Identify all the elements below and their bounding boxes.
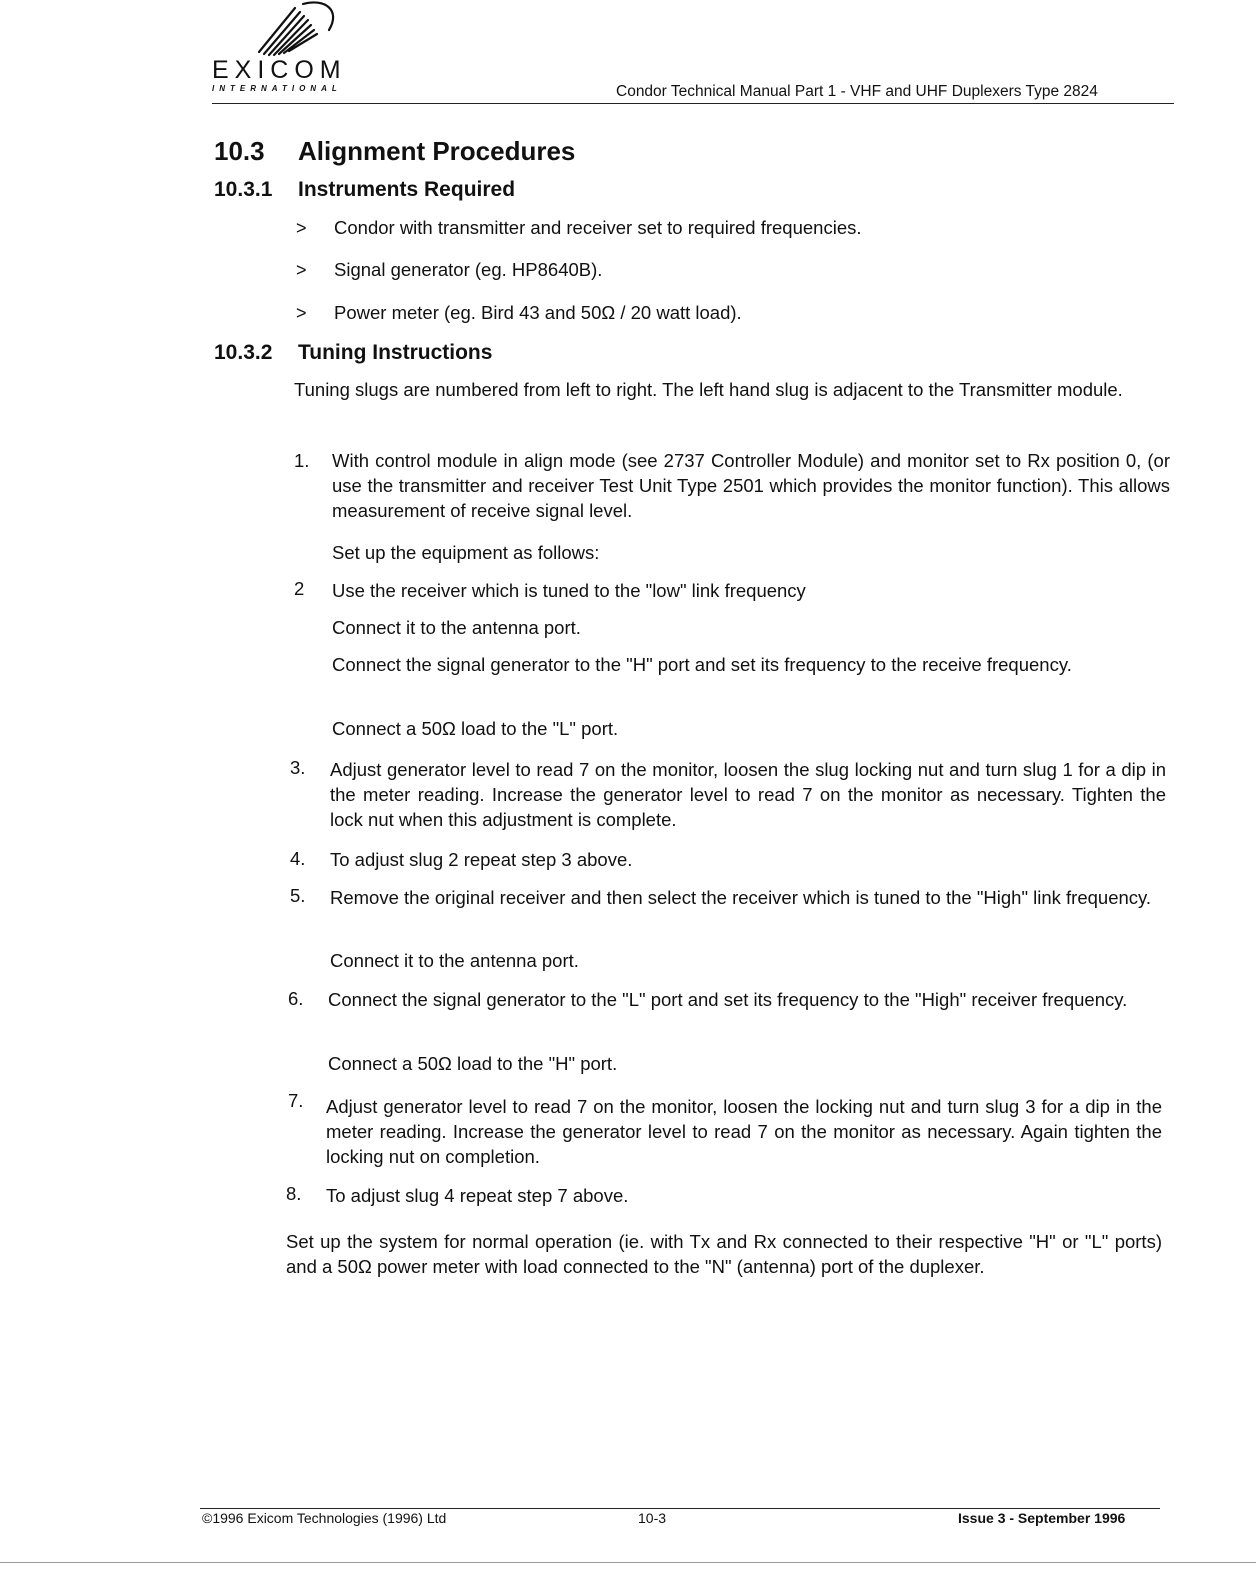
step-text: With control module in align mode (see 2737 Controller Module) and monitor set to Rx position 0, (or use the transmitter and receiver Test Unit Type 2501 which provides the monitor function). This allows measurement of receive signal level. — [332, 450, 1170, 521]
step-note: Connect a 50Ω load to the "L" port. — [332, 718, 619, 739]
step-number: 3. — [290, 757, 306, 778]
footer-page-number: 10-3 — [638, 1510, 667, 1526]
tuning-intro-paragraph: Tuning slugs are numbered from left to right. The left hand slug is adjacent to the Transmitter module. — [294, 379, 1123, 400]
scan-edge-line — [0, 1562, 1256, 1563]
bullet-marker: > — [296, 303, 307, 323]
step-text: Connect the signal generator to the "L" port and set its frequency to the "High" receiver frequency. — [328, 989, 1128, 1010]
step-note: Connect the signal generator to the "H" port and set its frequency to the receive frequency. — [332, 654, 1072, 675]
section-heading — [214, 136, 575, 167]
subsection-number: 10.3.1 — [214, 178, 273, 201]
exicom-logo-icon — [255, 0, 345, 62]
step-note: Connect it to the antenna port. — [332, 617, 581, 638]
bullet-text: Condor with transmitter and receiver set to required frequencies. — [334, 217, 862, 238]
bullet-marker: > — [296, 260, 307, 280]
header-rule — [212, 103, 1174, 104]
step-text: To adjust slug 4 repeat step 7 above. — [326, 1185, 629, 1206]
brand-subtitle: INTERNATIONAL — [212, 84, 342, 93]
step-text: To adjust slug 2 repeat step 3 above. — [330, 849, 633, 870]
subsection-heading-tuning — [214, 341, 492, 365]
section-title: Alignment Procedures — [298, 136, 576, 166]
step-number: 7. — [288, 1090, 304, 1111]
bullet-text: Signal generator (eg. HP8640B). — [334, 259, 603, 280]
step-number: 4. — [290, 848, 306, 869]
section-number: 10.3 — [214, 136, 265, 166]
step-number: 1. — [294, 450, 310, 471]
step-note: Connect a 50Ω load to the "H" port. — [328, 1053, 618, 1074]
brand-name: EXICOM — [212, 56, 347, 84]
step-note: Connect it to the antenna port. — [330, 950, 579, 971]
header-title: Condor Technical Manual Part 1 - VHF and UHF Duplexers Type 2824 — [616, 83, 1098, 100]
step-number: 2 — [294, 578, 305, 599]
closing-paragraph: Set up the system for normal operation (ie. with Tx and Rx connected to their respective "H" or "L" ports) and a 50Ω power meter with load connected to the "N" (antenna) port of the duplexer. — [286, 1231, 1162, 1277]
bullet-item — [296, 215, 862, 241]
footer-copyright: ©1996 Exicom Technologies (1996) Ltd — [202, 1510, 447, 1526]
bullet-item — [296, 300, 742, 326]
bullet-text: Power meter (eg. Bird 43 and 50Ω / 20 watt load). — [334, 302, 742, 323]
step-note: Set up the equipment as follows: — [332, 542, 600, 563]
step-text: Adjust generator level to read 7 on the monitor, loosen the slug locking nut and turn slug 1 for a dip in the meter reading. Increase the generator level to read 7 on the monitor as necessary. Tighten the lock nut when this adjustment is complete. — [330, 759, 1166, 830]
footer-rule — [200, 1508, 1160, 1509]
bullet-marker: > — [296, 218, 307, 238]
subsection-title: Instruments Required — [298, 178, 516, 201]
step-text: Adjust generator level to read 7 on the monitor, loosen the locking nut and turn slug 3 for a dip in the meter reading. Increase the generator level to read 7 on the monitor as necessary. Again tighten the locking nut on completion. — [326, 1096, 1162, 1167]
subsection-number: 10.3.2 — [214, 341, 273, 364]
step-number: 8. — [286, 1183, 302, 1204]
footer-issue: Issue 3 - September 1996 — [958, 1510, 1126, 1526]
subsection-title: Tuning Instructions — [298, 341, 493, 364]
bullet-item — [296, 257, 602, 283]
step-text: Remove the original receiver and then select the receiver which is tuned to the "High" link frequency. — [330, 887, 1152, 908]
subsection-heading-instruments — [214, 178, 515, 202]
step-number: 6. — [288, 988, 304, 1009]
step-text: Use the receiver which is tuned to the "low" link frequency — [332, 580, 806, 601]
step-number: 5. — [290, 885, 306, 906]
